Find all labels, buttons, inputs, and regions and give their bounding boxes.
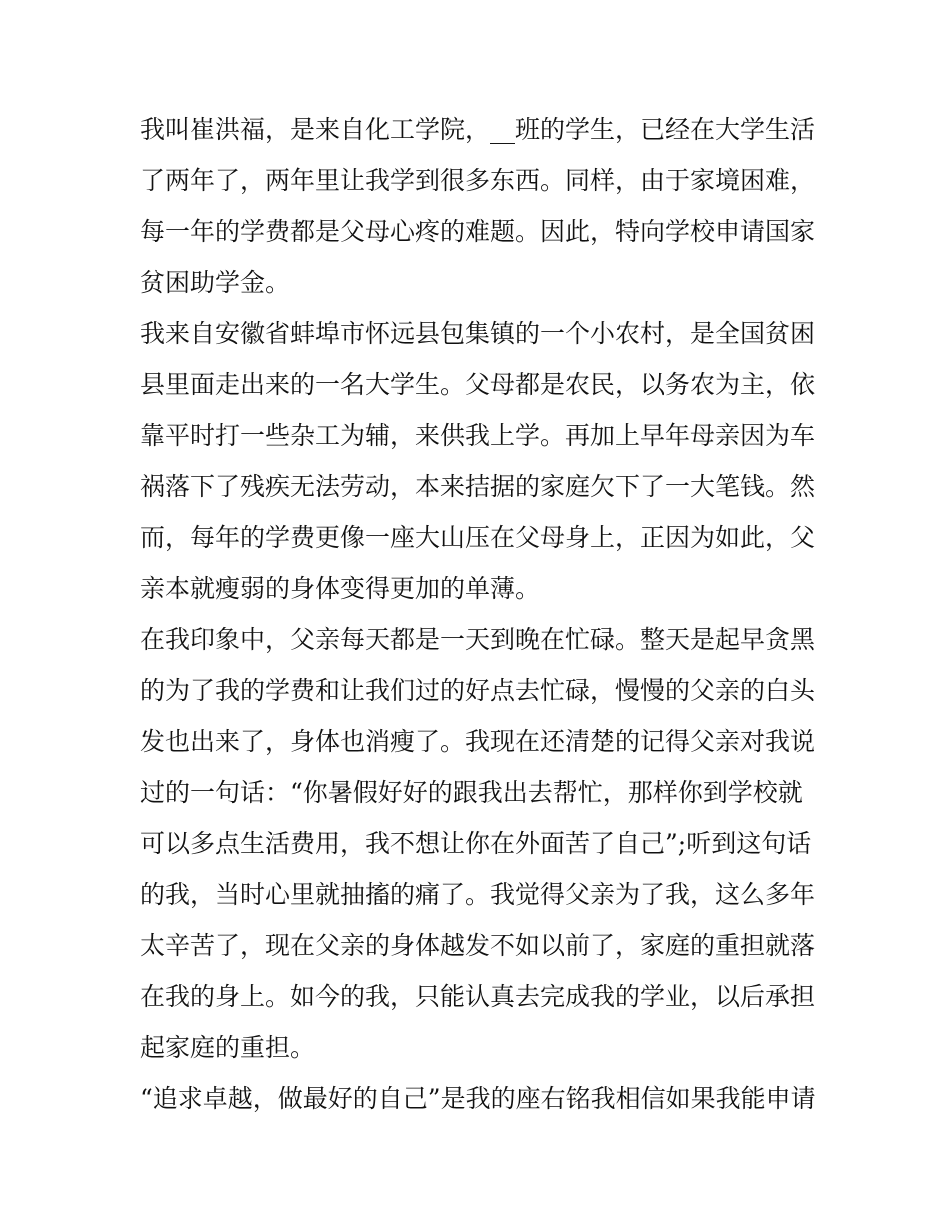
text-line: 在我的身上。如今的我，只能认真去完成我的学业，以后承担 xyxy=(140,982,816,1011)
text-line: 太辛苦了，现在父亲的身体越发不如以前了，家庭的重担就落 xyxy=(140,931,816,960)
text-line: 而，每年的学费更像一座大山压在父母身上，正因为如此，父 xyxy=(140,523,816,552)
text-line: 在我印象中，父亲每天都是一天到晚在忙碌。整天是起早贪黑 xyxy=(140,625,816,654)
text-line: 我叫崔洪福，是来自化工学院，__班的学生，已经在大学生活 xyxy=(140,115,816,144)
text-line: 了两年了，两年里让我学到很多东西。同样，由于家境困难， xyxy=(140,166,816,195)
text-line: 亲本就瘦弱的身体变得更加的单薄。 xyxy=(140,574,541,603)
text-line: 贫困助学金。 xyxy=(140,268,291,297)
text-line: 可以多点生活费用，我不想让你在外面苦了自己”;听到这句话 xyxy=(140,829,812,858)
document-body xyxy=(140,110,820,1130)
text-line: 过的一句话：“你暑假好好的跟我出去帮忙，那样你到学校就 xyxy=(140,778,803,807)
text-line: 的我，当时心里就抽搐的痛了。我觉得父亲为了我，这么多年 xyxy=(140,880,816,909)
text-line: “追求卓越，做最好的自己”是我的座右铭我相信如果我能申请 xyxy=(140,1084,816,1113)
text-line: 每一年的学费都是父母心疼的难题。因此，特向学校申请国家 xyxy=(140,217,816,246)
text-line: 祸落下了残疾无法劳动，本来拮据的家庭欠下了一大笔钱。然 xyxy=(140,472,816,501)
text-line: 县里面走出来的一名大学生。父母都是农民，以务农为主，依 xyxy=(140,370,816,399)
text-line: 发也出来了，身体也消瘦了。我现在还清楚的记得父亲对我说 xyxy=(140,727,816,756)
text-line: 的为了我的学费和让我们过的好点去忙碌，慢慢的父亲的白头 xyxy=(140,676,816,705)
text-line: 起家庭的重担。 xyxy=(140,1033,316,1062)
text-line: 我来自安徽省蚌埠市怀远县包集镇的一个小农村，是全国贫困 xyxy=(140,319,816,348)
text-line: 靠平时打一些杂工为辅，来供我上学。再加上早年母亲因为车 xyxy=(140,421,816,450)
